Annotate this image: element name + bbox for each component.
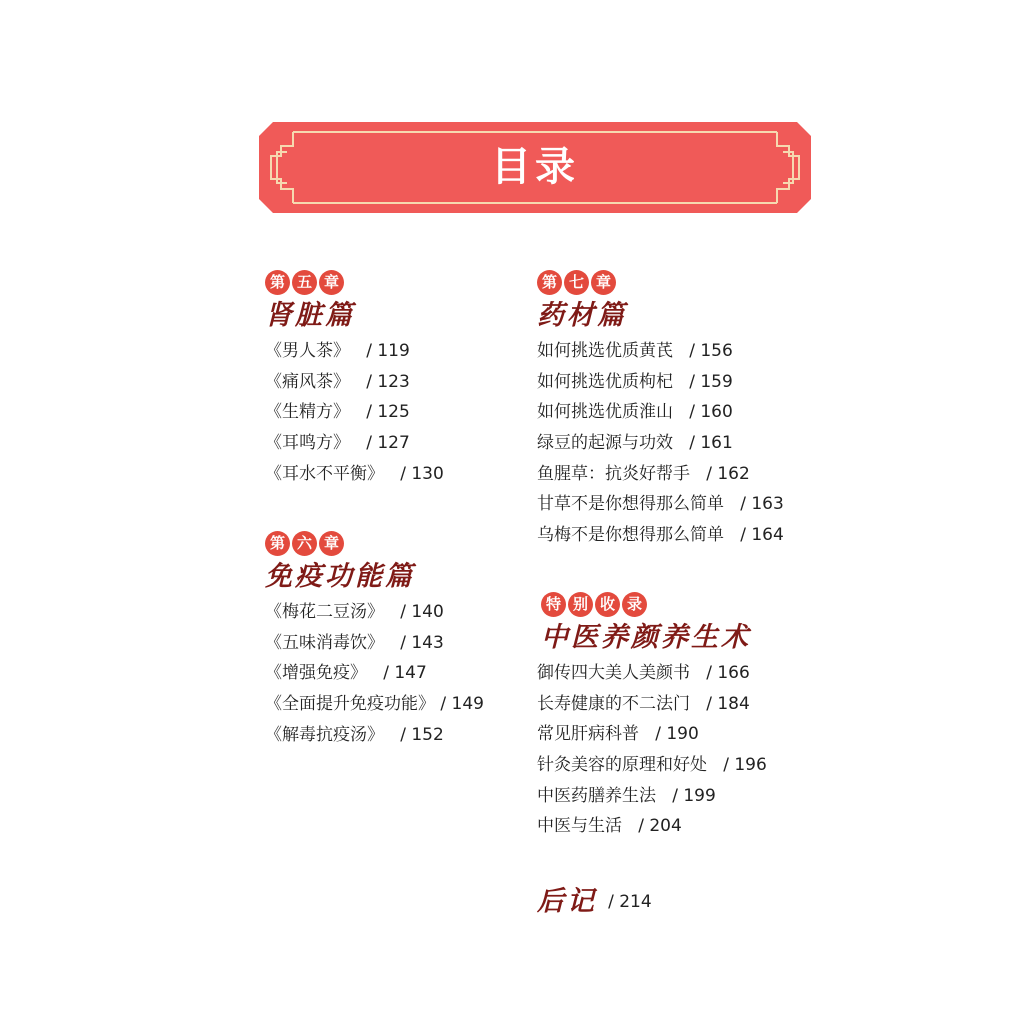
entry-title: 《增强免疫》 xyxy=(265,663,367,684)
page-number: / 147 xyxy=(377,663,427,684)
entry-title: 《解毒抗疫汤》 xyxy=(265,724,384,745)
page-title: 目录 xyxy=(491,144,579,190)
toc-entry[interactable] xyxy=(265,597,484,628)
afterword-title: 后记 xyxy=(537,886,597,917)
entry-title: 如何挑选优质黄芪 xyxy=(537,341,673,361)
badge-char: 录 xyxy=(622,592,647,617)
badge-char: 第 xyxy=(265,270,290,295)
page-number: / 184 xyxy=(700,693,750,714)
chapter-badge xyxy=(265,270,444,296)
toc-entry[interactable] xyxy=(265,720,484,751)
entry-title: 如何挑选优质枸杞 xyxy=(537,371,673,392)
page-number: / 125 xyxy=(360,402,410,423)
toc-entry[interactable] xyxy=(537,719,767,750)
entry-title: 针灸美容的原理和好处 xyxy=(537,755,707,776)
entry-title: 长寿健康的不二法门 xyxy=(537,693,690,714)
entry-title: 《男人茶》 xyxy=(265,341,350,361)
entry-list xyxy=(265,336,444,489)
chapter-5-section xyxy=(265,270,444,489)
chapter-badge xyxy=(537,270,784,296)
chapter-title: 药材篇 xyxy=(537,300,627,331)
toc-entry[interactable] xyxy=(537,459,784,490)
entry-title: 《五味消毒饮》 xyxy=(265,632,384,653)
badge-char: 第 xyxy=(537,270,562,295)
entry-title: 《耳水不平衡》 xyxy=(265,463,384,484)
toc-entry[interactable] xyxy=(265,397,444,428)
entry-title: 甘草不是你想得那么简单 xyxy=(537,494,724,515)
toc-entry[interactable] xyxy=(537,811,767,842)
chapter-title: 肾脏篇 xyxy=(265,300,355,331)
entry-title: 常见肝病科普 xyxy=(537,724,639,745)
page-number: / 162 xyxy=(700,463,750,484)
toc-entry[interactable] xyxy=(537,336,784,367)
page-number: / 196 xyxy=(717,755,767,776)
badge-char: 七 xyxy=(564,270,589,295)
entry-title: 中医与生活 xyxy=(537,816,622,837)
page-number: / 127 xyxy=(360,433,410,454)
entry-title: 中医药膳养生法 xyxy=(537,785,656,806)
entry-title: 《耳鸣方》 xyxy=(265,433,350,454)
badge-char: 特 xyxy=(541,592,566,617)
entry-title: 如何挑选优质淮山 xyxy=(537,402,673,423)
entry-title: 乌梅不是你想得那么简单 xyxy=(537,525,724,546)
entry-title: 《痛风茶》 xyxy=(265,371,350,392)
page-number: / 149 xyxy=(440,694,484,715)
chapter-title: 免疫功能篇 xyxy=(265,561,415,592)
chapter-6-section xyxy=(265,531,484,750)
badge-char: 章 xyxy=(319,270,344,295)
entry-title: 《梅花二豆汤》 xyxy=(265,602,384,622)
page-number: / 163 xyxy=(734,494,784,515)
badge-char: 章 xyxy=(319,531,344,556)
toc-entry[interactable] xyxy=(537,367,784,398)
badge-char: 第 xyxy=(265,531,290,556)
toc-entry[interactable] xyxy=(537,689,767,720)
toc-entry[interactable] xyxy=(537,750,767,781)
toc-entry[interactable] xyxy=(265,428,444,459)
page-number: / 190 xyxy=(649,724,699,745)
toc-entry[interactable] xyxy=(265,459,444,490)
toc-entry[interactable] xyxy=(265,367,444,398)
page-number: / 161 xyxy=(683,433,733,454)
entry-title: 《全面提升免疫功能》 xyxy=(265,694,435,715)
chapter-title: 中医养颜养生术 xyxy=(541,622,751,653)
page-number: / 199 xyxy=(666,785,716,806)
badge-char: 五 xyxy=(292,270,317,295)
page-number: / 156 xyxy=(683,341,733,361)
special-badge xyxy=(541,592,767,618)
entry-title: 《生精方》 xyxy=(265,402,350,423)
toc-entry[interactable] xyxy=(265,658,484,689)
badge-char: 收 xyxy=(595,592,620,617)
toc-entry[interactable] xyxy=(537,428,784,459)
entry-title: 绿豆的起源与功效 xyxy=(537,433,673,454)
page-number: / 164 xyxy=(734,525,784,546)
toc-entry[interactable] xyxy=(537,489,784,520)
page-number: / 140 xyxy=(394,602,444,622)
chapter-badge xyxy=(265,531,484,557)
badge-char: 章 xyxy=(591,270,616,295)
toc-entry[interactable] xyxy=(265,689,484,720)
toc-entry[interactable] xyxy=(537,520,784,551)
page-number: / 119 xyxy=(360,341,410,361)
toc-entry[interactable] xyxy=(265,336,444,367)
toc-entry[interactable] xyxy=(537,658,767,689)
entry-title: 御传四大美人美颜书 xyxy=(537,663,690,683)
badge-char: 六 xyxy=(292,531,317,556)
page-number: / 204 xyxy=(632,816,682,837)
afterword-entry[interactable] xyxy=(537,884,652,920)
toc-entry[interactable] xyxy=(537,781,767,812)
chapter-7-section xyxy=(537,270,784,551)
special-section xyxy=(537,592,767,842)
entry-list xyxy=(265,597,484,750)
page-number: / 160 xyxy=(683,402,733,423)
page-number: / 123 xyxy=(360,371,410,392)
page-number: / 159 xyxy=(683,371,733,392)
page-number: / 166 xyxy=(700,663,750,683)
page-number: / 214 xyxy=(608,892,652,912)
toc-banner xyxy=(259,122,811,213)
entry-list xyxy=(537,336,784,551)
toc-entry[interactable] xyxy=(265,628,484,659)
page-number: / 130 xyxy=(394,463,444,484)
entry-list xyxy=(537,658,767,842)
badge-char: 别 xyxy=(568,592,593,617)
entry-title: 鱼腥草：抗炎好帮手 xyxy=(537,463,690,484)
page-number: / 143 xyxy=(394,632,444,653)
toc-entry[interactable] xyxy=(537,397,784,428)
page-number: / 152 xyxy=(394,724,444,745)
